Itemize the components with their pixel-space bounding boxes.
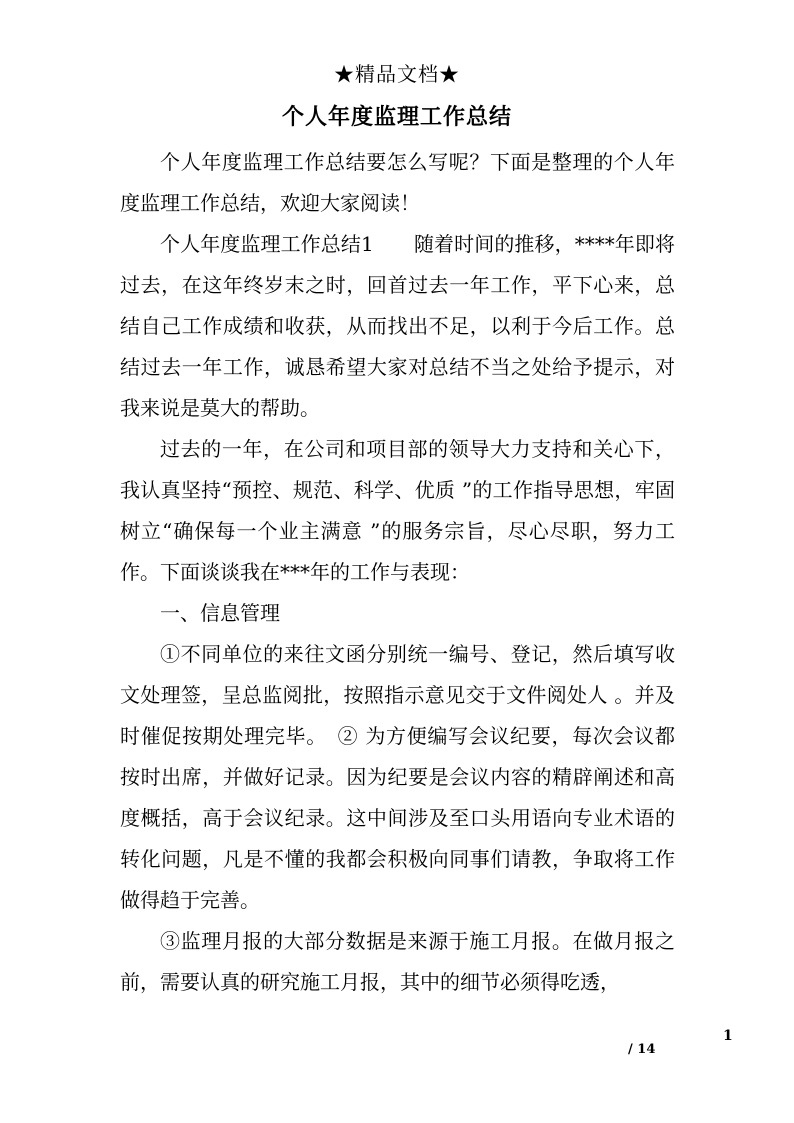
paragraph-summary-1: 个人年度监理工作总结1 随着时间的推移，****年即将过去，在这年终岁末之时，回首过去一年工作，平下心来，总结自己工作成绩和收获，从而找出不足，以利于今后工作。总结过去一年工作，诚恳希望大家对总结不当之处给予提示，对我来说是莫大的帮助。 bbox=[120, 232, 675, 420]
paragraph-past-year: 过去的一年，在公司和项目部的领导大力支持和关心下，我认真坚持“预控、规范、科学、优质 ”的工作指导思想，牢固树立“确保每一个业主满意 ”的服务宗旨，尽心尽职，努力工作。下面谈谈我在***年的工作与表现： bbox=[120, 437, 675, 584]
paragraph-intro: 个人年度监理工作总结要怎么写呢？下面是整理的个人年度监理工作总结，欢迎大家阅读！ bbox=[120, 150, 675, 215]
page-number: 1 bbox=[723, 1028, 733, 1044]
document-title: 个人年度监理工作总结 bbox=[281, 104, 512, 130]
paragraph-items-1-2: ①不同单位的来往文函分别统一编号、登记，然后填写收文处理签，呈总监阅批，按照指示意见交于文件阅处人 。并及时催促按期处理完毕。 ② 为方便编写会议纪要，每次会议都按时出席，并做好记录。因为纪要是会议内容的精辟阐述和高度概括，高于会议纪录。这中间涉及至口头用语向专业术语的转化问题，凡是不懂的我都会积极向同事们请教，争取将工作做得趋于完善。 bbox=[120, 642, 675, 912]
document-header: ★精品文档★ bbox=[334, 62, 460, 86]
document-body bbox=[120, 142, 675, 1003]
paragraph-item-3: ③监理月报的大部分数据是来源于施工月报。在做月报之前，需要认真的研究施工月报，其中的细节必须得吃透， bbox=[120, 929, 675, 994]
section-heading-info-management: 一、信息管理 bbox=[160, 601, 280, 625]
page-total: / 14 bbox=[628, 1042, 656, 1057]
